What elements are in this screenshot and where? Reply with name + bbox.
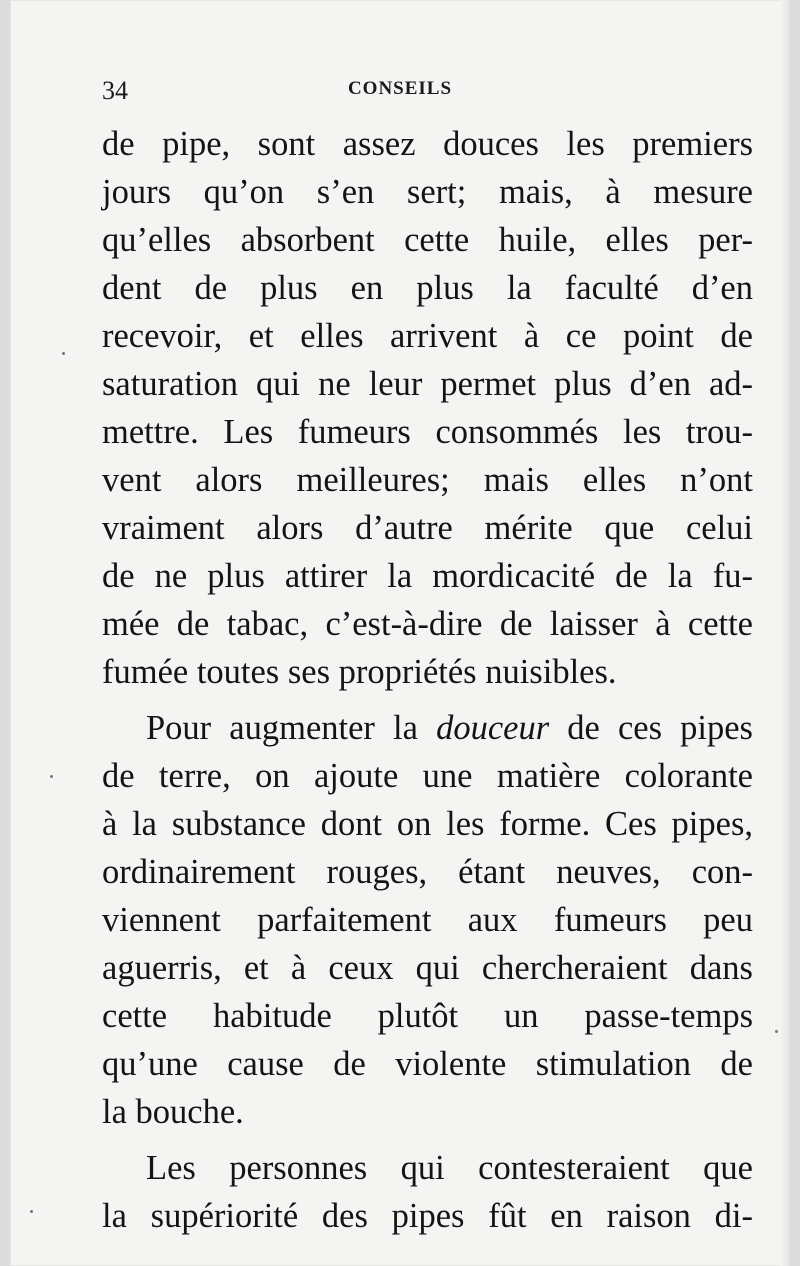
text-line: mettre. Les fumeurs consommés les trou-	[102, 413, 753, 451]
text-line: mée de tabac, c’est-à-dire de laisser à cette	[102, 605, 753, 643]
paper-speck	[50, 775, 53, 778]
text-line: cette habitude plutôt un passe-temps	[102, 997, 753, 1035]
text-line: jours qu’on s’en sert; mais, à mesure	[102, 173, 753, 211]
text-line: ordinairement rouges, étant neuves, con-	[102, 853, 753, 891]
paragraph-start-line	[102, 704, 753, 752]
text-run: Pour augmenter la	[146, 709, 437, 747]
text-line: aguerris, et à ceux qui chercheraient dans	[102, 949, 753, 987]
text-line: vent alors meilleures; mais elles n’ont	[102, 461, 753, 499]
paragraph-start-line: Les personnes qui contesteraient que	[146, 1149, 753, 1187]
text-line: recevoir, et elles arrivent à ce point de	[102, 317, 753, 355]
paper-speck	[775, 1030, 778, 1033]
paragraph-break	[102, 696, 753, 704]
running-head	[10, 70, 790, 110]
text-line: la supériorité des pipes fût en raison di-	[102, 1197, 753, 1235]
text-line: saturation qui ne leur permet plus d’en ad-	[102, 365, 753, 403]
text-line: de terre, on ajoute une matière colorante	[102, 757, 753, 795]
text-line: à la substance dont on les forme. Ces pipes,	[102, 805, 753, 843]
text-line: dent de plus en plus la faculté d’en	[102, 269, 753, 307]
running-title: CONSEILS	[347, 78, 453, 99]
paragraph-end-line: fumée toutes ses propriétés nuisibles.	[102, 653, 617, 691]
paper-speck	[62, 352, 65, 355]
body-text	[102, 120, 753, 1240]
italic-emphasis: douceur	[436, 709, 550, 747]
text-line: vraiment alors d’autre mérite que celui	[102, 509, 753, 547]
page-edge	[780, 0, 790, 1266]
text-line: qu’elles absorbent cette huile, elles per-	[102, 221, 753, 259]
text-run: de ces pipes	[549, 709, 753, 747]
text-line: de pipe, sont assez douces les premiers	[102, 125, 753, 163]
book-page	[10, 0, 790, 1266]
page-number: 34	[102, 76, 128, 105]
paragraph-end-line: la bouche.	[102, 1093, 244, 1131]
text-line: de ne plus attirer la mordicacité de la fu-	[102, 557, 753, 595]
paper-speck	[30, 1210, 33, 1213]
text-line: viennent parfaitement aux fumeurs peu	[102, 901, 753, 939]
text-line: qu’une cause de violente stimulation de	[102, 1045, 753, 1083]
paragraph-break	[102, 1136, 753, 1144]
